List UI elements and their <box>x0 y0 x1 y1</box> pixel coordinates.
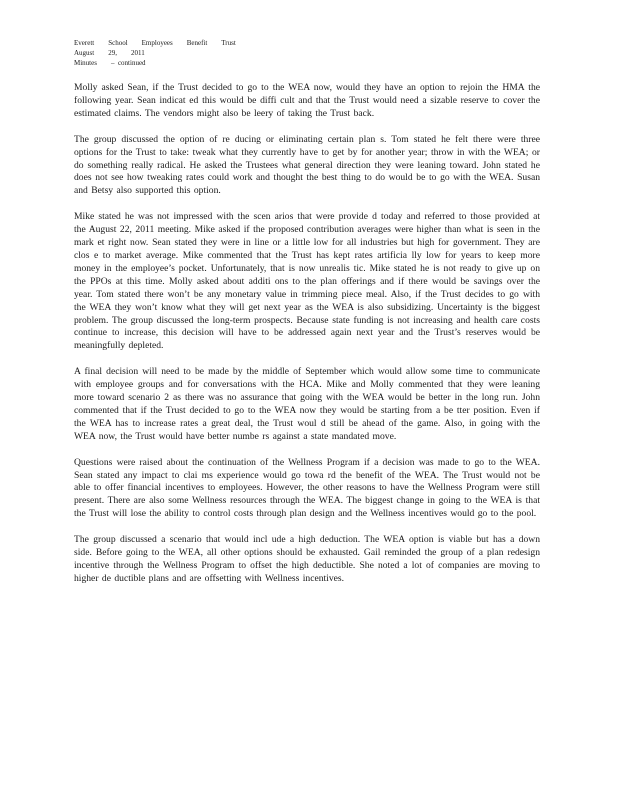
paragraph-5: Questions were raised about the continuation of the Wellness Program if a decision was made to go to the WEA. Sean stated any impact to clai ms experience would go towa rd the benefit of the WEA. The Trust would not be able to offer financial incentives to employees. However, the other reasons to have the Wellness Program were still present. There are also some Wellness resources through the WEA. The biggest change in going to the WEA is that the Trust will lose the ability to control costs through plan design and the Wellness incentives would go to the pool. <box>74 456 540 520</box>
paragraph-3: Mike stated he was not impressed with the scen arios that were provide d today and referred to those provided at the August 22, 2011 meeting. Mike asked if the proposed contribution averages were higher than what is seen in the mark et right now. Sean stated they were in line or a little low for all industries but high for government. They are clos e to market average. Mike commented that the Trust has kept rates artificia lly low for years to keep more money in the employee’s pocket. Unfortunately, that is now unrealis tic. Mike stated he is not ready to give up on the PPOs at this time. Molly asked about additi ons to the plan offerings and if there would be savings over the year. Tom stated there won’t be any monetary value in trimming piece meal. Also, if the Trust decides to go with the WEA they won’t know what they will get next year as the WEA is also subsidizing. Uncertainty is the biggest problem. The group discussed the long-term prospects. Because state funding is not increasing and health care costs continue to increase, this decision will have to be addressed again next year and the Trust’s reserves would be meaningfully depleted. <box>74 211 540 352</box>
paragraph-2: The group discussed the option of re ducing or eliminating certain plan s. Tom stated he felt there were three options for the Trust to take: tweak what they currently have to get by for another year; throw in with the WEA; or do something really radical. He asked the Trustees what general direction they were leaning toward. John stated he does not see how tweaking rates could work and thought the best thing to do would be to go with the WEA. Susan and Betsy also supported this option. <box>74 133 540 197</box>
document-page <box>74 38 540 599</box>
document-header <box>74 38 540 68</box>
header-organization: Everett School Employees Benefit Trust <box>74 39 236 47</box>
header-date: August 29, 2011 <box>74 49 145 57</box>
paragraph-1: Molly asked Sean, if the Trust decided to go to the WEA now, would they have an option to rejoin the HMA the following year. Sean indicat ed this would be diffi cult and that the Trust would need a sizable reserve to cover the estimated claims. The vendors might also be leery of taking the Trust back. <box>74 82 540 119</box>
paragraph-6: The group discussed a scenario that would incl ude a high deduction. The WEA option is viable but has a down side. Before going to the WEA, all other options should be exhausted. Gail reminded the group of a plan redesign incentive through the Wellness Program to offset the high deductible. She noted a lot of companies are moving to higher de ductible plans and are offsetting with Wellness incentives. <box>74 534 540 584</box>
header-minutes-label: Minutes – continued <box>74 59 146 67</box>
paragraph-4: A final decision will need to be made by the middle of September which would allow some time to communicate with employee groups and for conversations with the HCA. Mike and Molly commented that they were leaning more toward scenario 2 as there was no assurance that going with the WEA would be better in the long run. John commented that if the Trust decided to go to the WEA now they would be starting from a be tter position. Even if the WEA has to increase rates a great deal, the Trust woul d still be ahead of the game. Also, in going with the WEA now, the Trust would have better numbe rs against a state mandated move. <box>74 366 540 442</box>
